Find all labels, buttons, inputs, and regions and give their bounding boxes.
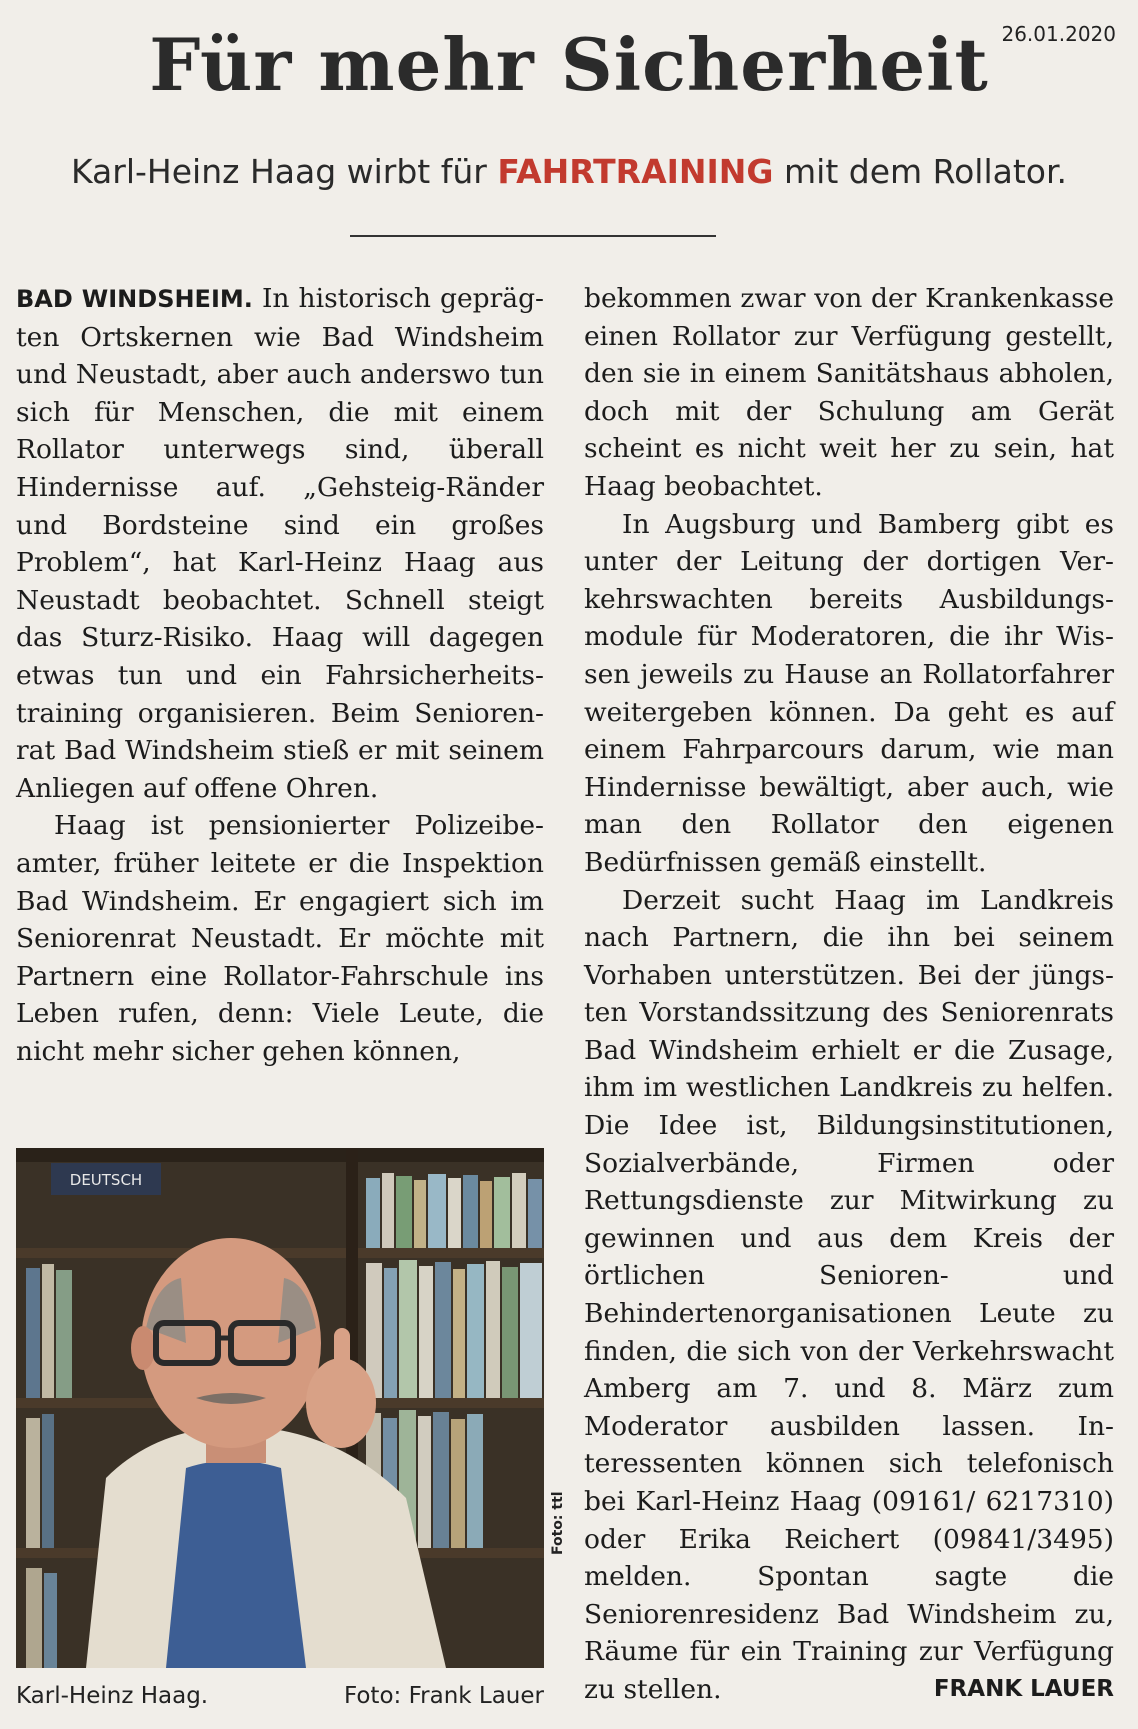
photo-illustration — [16, 1148, 544, 1668]
photo-caption — [16, 1683, 544, 1709]
subheadline — [0, 152, 1138, 191]
author-byline: FRANK LAUER — [933, 1675, 1114, 1702]
paragraph-text: Derzeit sucht Haag im Landkreis nach Partnern, die ihn bei seinem Vorhaben unterstützen. Bei der jüngsten Vorstandssitzung des Seniorenrats Bad Windsheim erhielt er die Zusage, ihm im westlichen Landkreis zu helfen. Die Idee ist, Bildungsinstitutionen, Sozialverbände, Firmen oder Rettungsdienste zur Mitwirkung zu gewinnen und aus dem Kreis der örtlichen Senioren- und Behindertenorganisationen Leute zu finden, die sich von der Verkehrswacht Amberg am 7. und 8. März zum Moderator ausbilden lassen. Interessenten können sich telefonisch bei Karl-Heinz Haag (09161/ 6217310) oder Erika Reichert (09841/3495) melden. Spontan sagte die Seniorenresidenz Bad Windsheim zu, Räume für ein Training zur Verfügung zu stellen. — [584, 884, 1114, 1705]
photo-credit: Foto: Frank Lauer — [343, 1683, 544, 1709]
caption-text: Karl-Heinz Haag. — [16, 1683, 209, 1709]
article-column-2 — [584, 280, 1114, 1709]
paragraph: Haag ist pensionierter Polizeibeamter, früher leitete er die Inspektion Bad Windsheim. Er engagiert sich im Seniorenrat Neustadt. Er möchte mit Partnern eine Rollator-Fahrschule ins Leben rufen, denn: Viele Leute, die nicht mehr sicher gehen können, — [16, 810, 544, 1067]
paragraph: In Augsburg und Bamberg gibt es unter der Leitung der dortigen Verkehrswachten bereits Ausbildungsmodule für Moderatoren, die ihr Wissen jeweils zu Hause an Rollatorfahrer weitergeben können. Da geht es auf einem Fahrparcours darum, wie man Hindernisse bewältigt, aber auch, wie man den Rollator den eigenen Bedürfnissen gemäß einstellt. — [584, 508, 1114, 878]
subheadline-before: Karl-Heinz Haag wirbt für — [71, 152, 498, 191]
shelf-label: DEUTSCH — [69, 1171, 143, 1189]
headline: Für mehr Sicherheit — [149, 22, 989, 107]
paragraph — [584, 882, 1114, 1709]
subheadline-after: mit dem Rollator. — [773, 152, 1067, 191]
dateline: BAD WINDSHEIM. — [16, 285, 253, 313]
publication-date: 26.01.2020 — [1001, 22, 1116, 46]
paragraph-text: In historisch geprägten Ortskernen wie Bad Windsheim und Neustadt, aber auch anderswo tun sich für Menschen, die mit einem Rollator unterwegs sind, überall Hindernisse auf. „Gehsteig-Ränder und Bordsteine sind ein großes Problem“, hat Karl-Heinz Haag aus Neustadt beobachtet. Schnell steigt das Sturz-Risiko. Haag will dagegen etwas tun und ein Fahrsicherheitstraining organisieren. Beim Seniorenrat Bad Windsheim stieß er mit seinem Anliegen auf offene Ohren. — [16, 283, 545, 804]
subheadline-highlight: FAHRTRAINING — [497, 152, 774, 191]
article-column-1 — [16, 280, 544, 1070]
headline-divider — [350, 235, 716, 237]
paragraph: bekommen zwar von der Krankenkasse einen Rollator zur Verfügung gestellt, den sie in einem Sanitätshaus abholen, doch mit der Schulung am Gerät scheint es nicht weit her zu sein, hat Haag beobachtet. — [584, 283, 1114, 502]
article-photo — [16, 1148, 544, 1668]
paragraph — [16, 280, 544, 807]
photo-side-credit: Foto: ttl — [550, 1491, 566, 1555]
